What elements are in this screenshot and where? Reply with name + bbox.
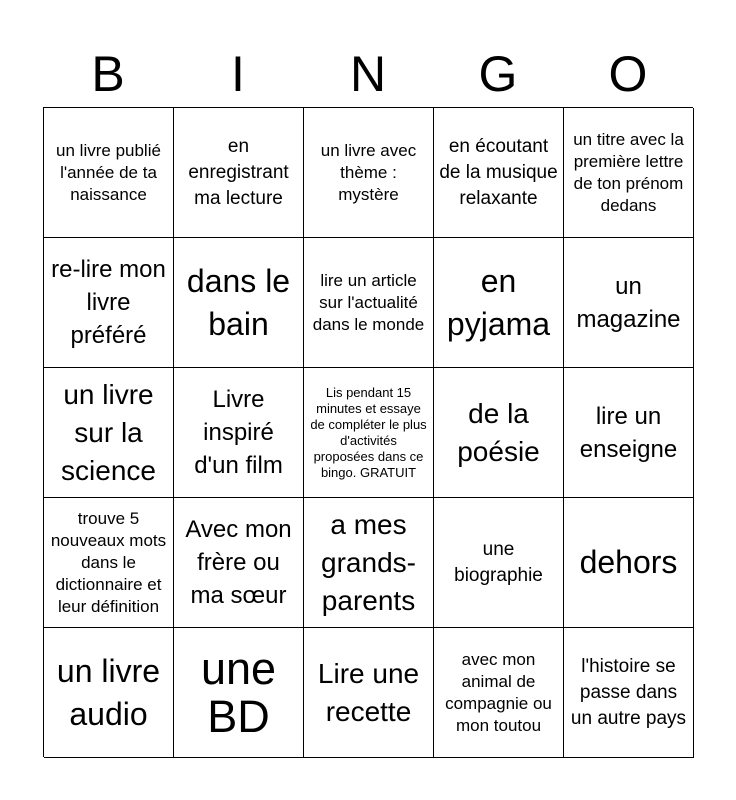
bingo-cell-r1c1[interactable] — [44, 108, 174, 238]
bingo-cell-r1c2[interactable] — [174, 108, 304, 238]
cell-text: lire un article sur l'actualité dans le monde — [312, 270, 425, 334]
cell-text: un livre avec thème : mystère — [320, 140, 417, 204]
bingo-cell-r1c5[interactable] — [564, 108, 694, 238]
cell-text: Avec mon frère ou ma sœur — [185, 516, 292, 609]
cell-text: de la poésie — [457, 397, 540, 467]
bingo-cell-r4c3[interactable] — [304, 498, 434, 628]
cell-text: en enregistrant ma lecture — [188, 135, 289, 209]
bingo-cell-r4c2[interactable] — [174, 498, 304, 628]
bingo-cell-r5c4[interactable] — [434, 628, 564, 758]
cell-text: a mes grands-parents — [321, 508, 416, 616]
cell-text: une BD — [200, 642, 277, 742]
bingo-cell-r3c2[interactable] — [174, 368, 304, 498]
bingo-cell-r5c1[interactable] — [44, 628, 174, 758]
cell-text: en écoutant de la musique relaxante — [439, 135, 558, 209]
cell-text: un livre sur la science — [61, 378, 156, 486]
bingo-cell-r5c3[interactable] — [304, 628, 434, 758]
cell-text: un titre avec la première lettre de ton prénom dedans — [573, 129, 684, 215]
cell-text: lire un enseigne — [579, 402, 678, 463]
bingo-cell-r4c4[interactable] — [434, 498, 564, 628]
cell-text: un magazine — [576, 272, 681, 333]
cell-text: re-lire mon livre préféré — [51, 256, 166, 349]
cell-text: Livre inspiré d'un film — [194, 386, 283, 479]
bingo-cell-r3c5[interactable] — [564, 368, 694, 498]
cell-text: un livre audio — [56, 652, 161, 732]
bingo-cell-r2c1[interactable] — [44, 238, 174, 368]
bingo-cell-r4c1[interactable] — [44, 498, 174, 628]
cell-text: dans le bain — [186, 262, 291, 342]
bingo-cell-r2c4[interactable] — [434, 238, 564, 368]
cell-text: une biographie — [454, 538, 543, 586]
cell-text: avec mon animal de compagnie ou mon toutou — [445, 649, 552, 735]
cell-text: un livre publié l'année de ta naissance — [56, 140, 161, 204]
header-letter-g: G — [478, 46, 518, 102]
bingo-cell-r2c2[interactable] — [174, 238, 304, 368]
cell-text: l'histoire se passe dans un autre pays — [570, 655, 687, 729]
cell-text: Lis pendant 15 minutes et essaye de compléter le plus d'activités proposées dans ce bingo. GRATUIT — [310, 384, 427, 480]
bingo-cell-r3c1[interactable] — [44, 368, 174, 498]
bingo-cell-r1c4[interactable] — [434, 108, 564, 238]
header-letter-i: I — [231, 46, 245, 102]
cell-text: trouve 5 nouveaux mots dans le dictionnaire et leur définition — [50, 508, 167, 616]
cell-text: en pyjama — [446, 262, 551, 342]
header-letter-n: N — [349, 46, 387, 102]
cell-text: Lire une recette — [317, 657, 420, 727]
bingo-cell-r3c4[interactable] — [434, 368, 564, 498]
bingo-cell-r5c2[interactable] — [174, 628, 304, 758]
bingo-cell-r1c3[interactable] — [304, 108, 434, 238]
bingo-cell-r4c5[interactable] — [564, 498, 694, 628]
bingo-grid — [43, 107, 693, 757]
header-letter-b: B — [91, 46, 125, 102]
bingo-cell-r5c5[interactable] — [564, 628, 694, 758]
bingo-cell-r3c3-free[interactable] — [304, 368, 434, 498]
bingo-cell-r2c5[interactable] — [564, 238, 694, 368]
header-letter-o: O — [608, 46, 648, 102]
bingo-cell-r2c3[interactable] — [304, 238, 434, 368]
bingo-header — [43, 40, 693, 108]
cell-text: dehors — [579, 544, 678, 580]
